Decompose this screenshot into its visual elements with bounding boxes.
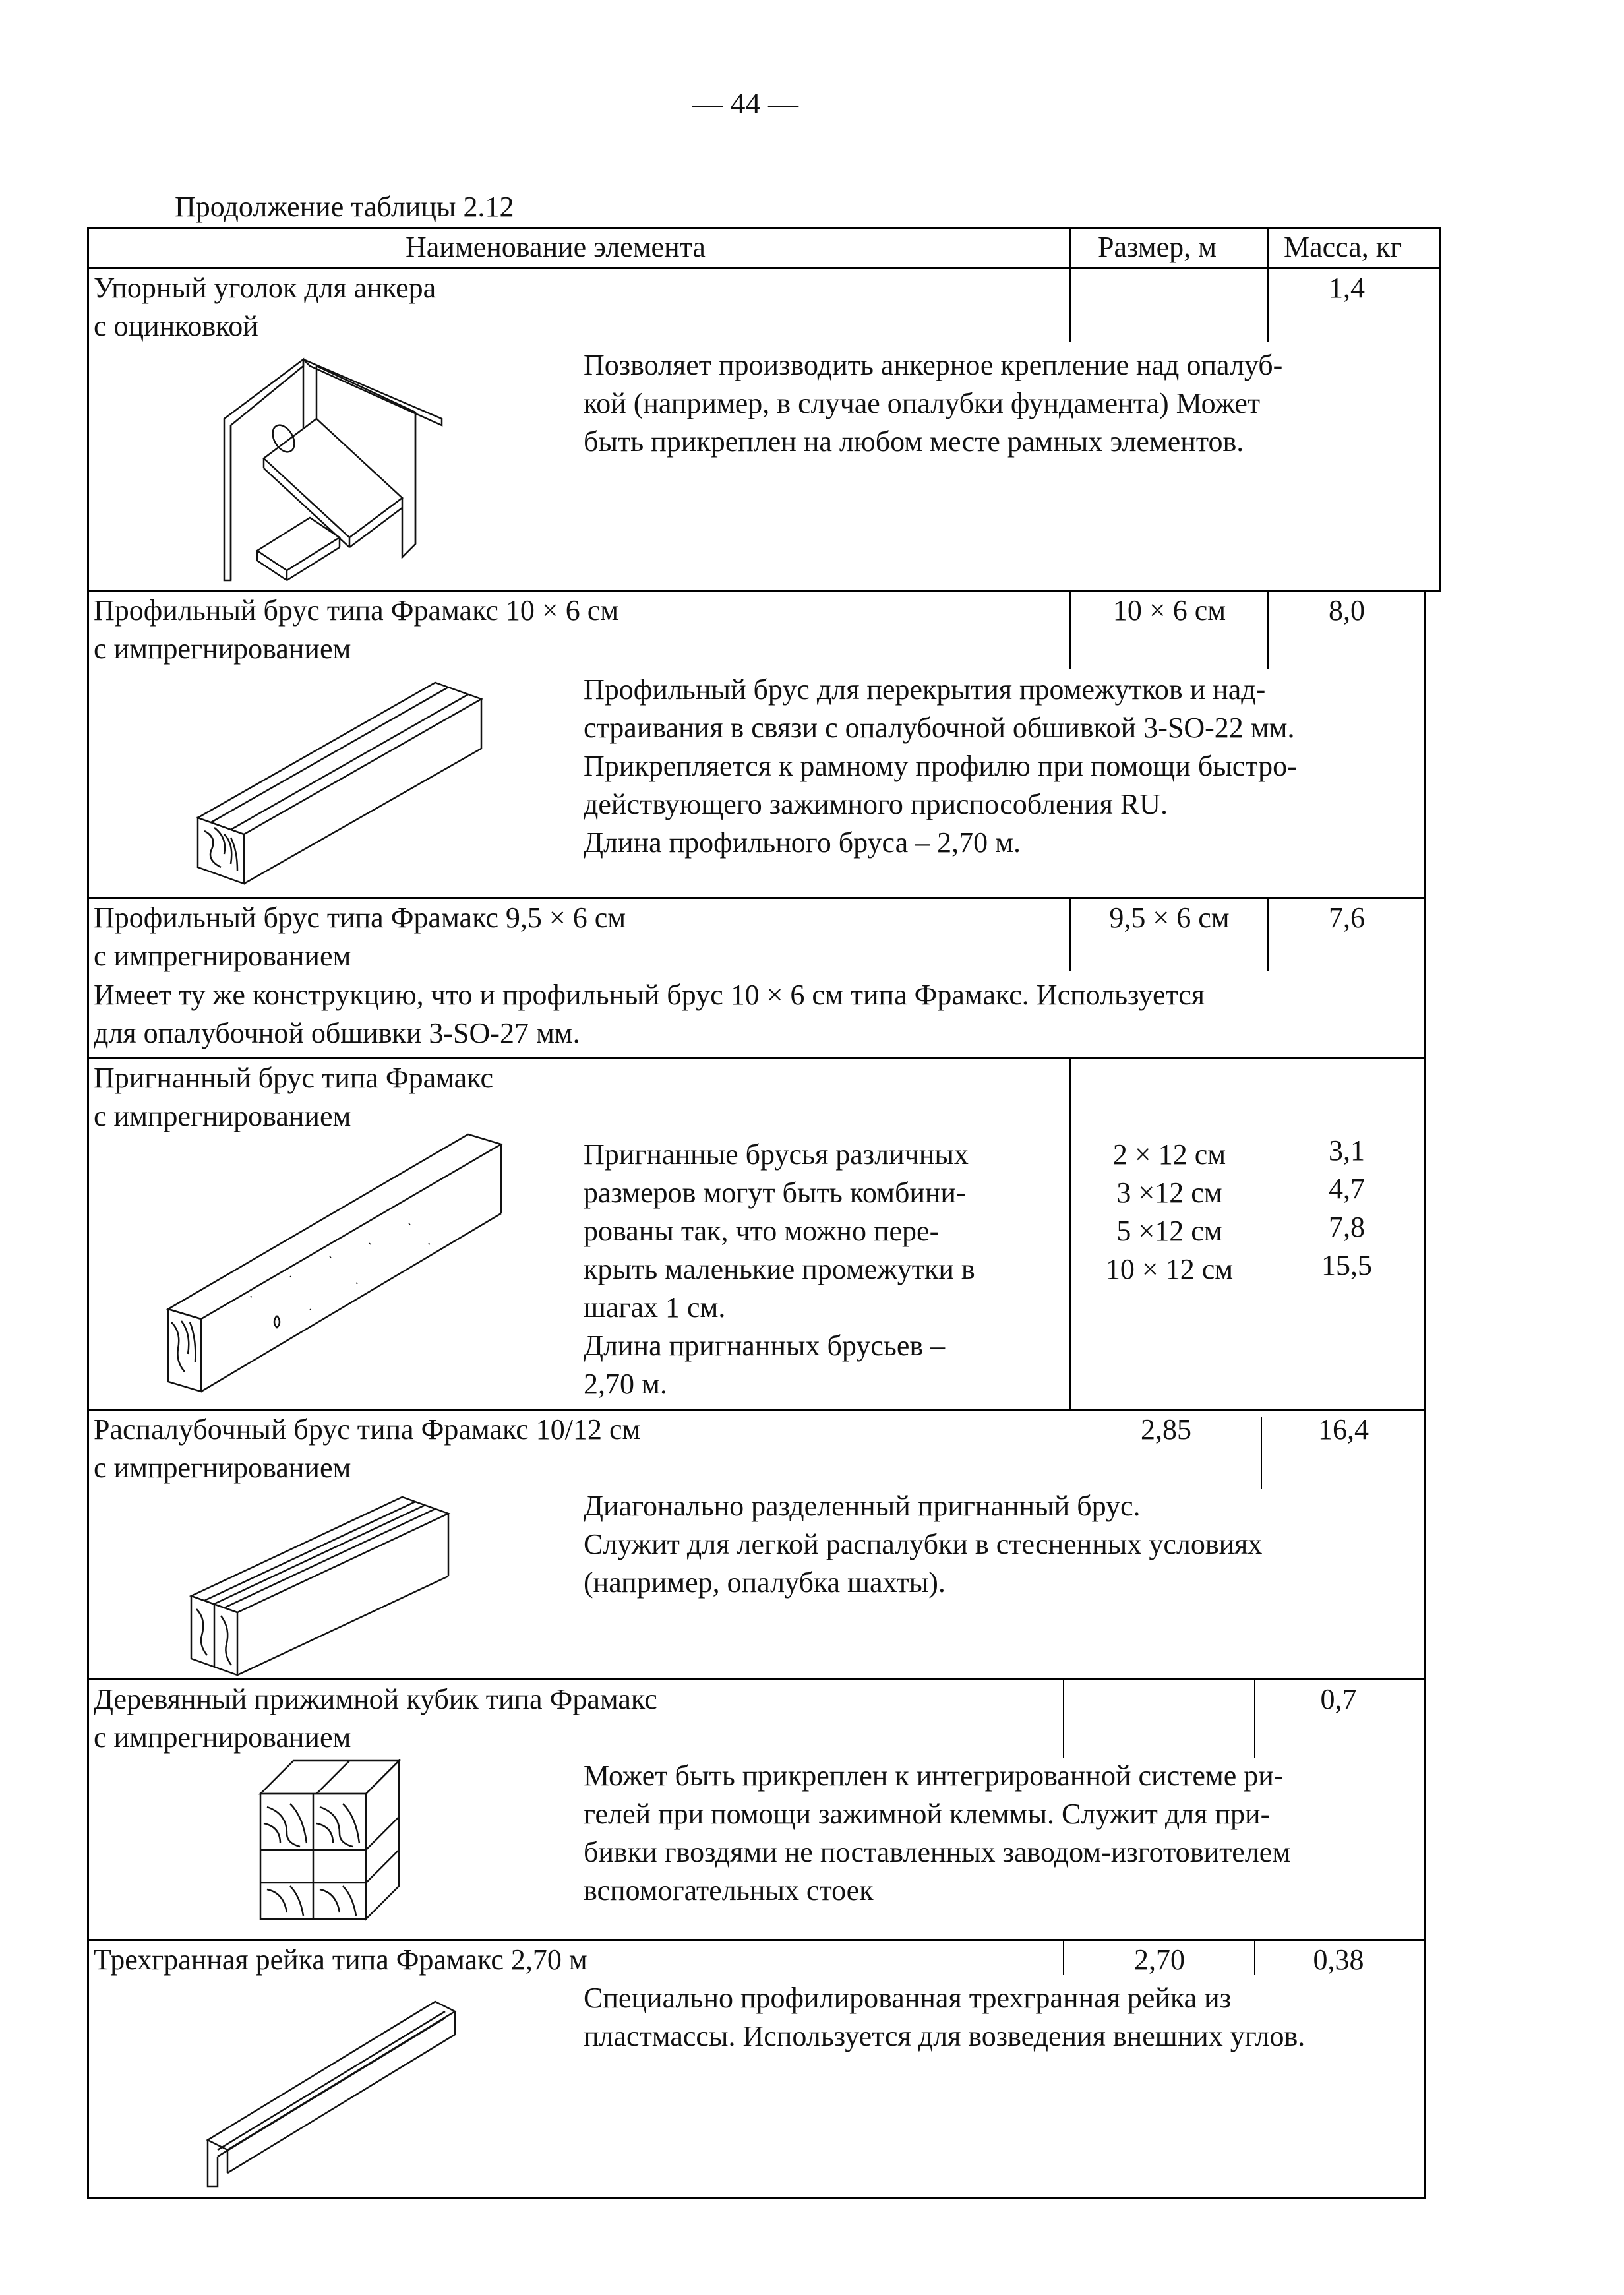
fitted-beam-illustration (158, 1124, 508, 1401)
row-title: Трехгранная рейка типа Фрамакс 2,70 м (94, 1943, 587, 1976)
row-subtitle: с импрегнированием (94, 1452, 351, 1484)
row-title: Профильный брус типа Фрамакс 9,5 × 6 см (94, 902, 626, 934)
row-mass: 16,4 (1318, 1413, 1369, 1446)
row-sizes: 2 × 12 см 3 ×12 см 5 ×12 см 10 × 12 см (1105, 1138, 1234, 1285)
row-description-line: Имеет ту же конструкцию, что и профильный брус 10 × 6 см типа Фрамакс. Используется (94, 979, 1205, 1011)
row-size: 2,70 (1134, 1943, 1185, 1976)
row-mass: 1,4 (1329, 272, 1365, 304)
header-size: Размер, м (1098, 231, 1217, 263)
header-col-divider-2 (1267, 227, 1269, 269)
row-size: 10 × 6 см (1112, 594, 1226, 627)
row-description: Позволяет производить анкерное крепление над опалуб- кой (например, в случае опалубки фундамента) Может быть прикреплен на любом месте рамных элементов. (584, 349, 1283, 458)
header-col-divider-1 (1069, 227, 1071, 269)
row-masses: 3,1 4,7 7,8 15,5 (1321, 1134, 1372, 1281)
row-description: Диагонально разделенный пригнанный брус. Служит для легкой распалубки в стесненных условиях (например, опалубка шахты). (584, 1490, 1263, 1599)
row-subtitle: с импрегнированием (94, 940, 351, 972)
row-description: Пригнанные брусья различных размеров могут быть комбини- рованы так, что можно пере- крыть маленькие промежутки в шагах 1 см. Длина пригнанных брусьев – 2,70 м. (584, 1138, 975, 1400)
wood-cube-illustration (254, 1754, 406, 1932)
anchor-angle-illustration (218, 346, 455, 590)
row-subtitle: с импрегнированием (94, 1721, 351, 1754)
header-mass: Масса, кг (1284, 231, 1402, 263)
table-caption: Продолжение таблицы 2.12 (175, 191, 514, 223)
row-description: Специально профилированная трехгранная рейка из пластмассы. Используется для возведения внешних углов. (584, 1982, 1306, 2052)
triangular-strip-illustration (198, 1982, 475, 2193)
row-description-line: для опалубочной обшивки 3-SO-27 мм. (94, 1017, 580, 1049)
row-title: Деревянный прижимной кубик типа Фрамакс (94, 1683, 657, 1715)
header-name: Наименование элемента (406, 231, 706, 263)
row-subtitle: с импрегнированием (94, 1100, 351, 1132)
stripping-beam-illustration (185, 1484, 468, 1682)
table-left-border (87, 227, 89, 2199)
row-title: Профильный брус типа Фрамакс 10 × 6 см (94, 594, 619, 627)
row-title: Пригнанный брус типа Фрамакс (94, 1062, 494, 1094)
row-description: Может быть прикреплен к интегрированной системе ри- гелей при помощи зажимной клеммы. Служит для при- бивки гвоздями не поставленных заводом-изготовителем вспомогательных стоек (584, 1760, 1291, 1907)
row-size: 9,5 × 6 см (1109, 902, 1230, 934)
row-size: 2,85 (1141, 1413, 1191, 1446)
table-top-border (87, 227, 1441, 229)
row-mass: 7,6 (1329, 902, 1365, 934)
row-subtitle: с импрегнированием (94, 632, 351, 665)
row-title: Распалубочный брус типа Фрамакс 10/12 см (94, 1413, 641, 1446)
page-number: — 44 — (692, 86, 798, 120)
table-bottom-border (87, 2197, 1426, 2199)
row-mass: 0,7 (1320, 1683, 1357, 1715)
row-description: Профильный брус для перекрытия промежутков и над- страивания в связи с опалубочной обшивкой 3-SO-22 мм. Прикрепляется к рамному профилю при помощи быстро- действующего зажимного приспособления RU. Длина профильного бруса – 2,70 м. (584, 673, 1297, 859)
row-title: Упорный уголок для анкера (94, 272, 436, 304)
row-mass: 8,0 (1329, 594, 1365, 627)
profile-beam-illustration (191, 673, 495, 890)
table-right-border (1439, 227, 1441, 590)
row-subtitle: с оцинковкой (94, 310, 258, 342)
table-right-border-lower (1424, 590, 1426, 2199)
row-mass: 0,38 (1313, 1943, 1364, 1976)
